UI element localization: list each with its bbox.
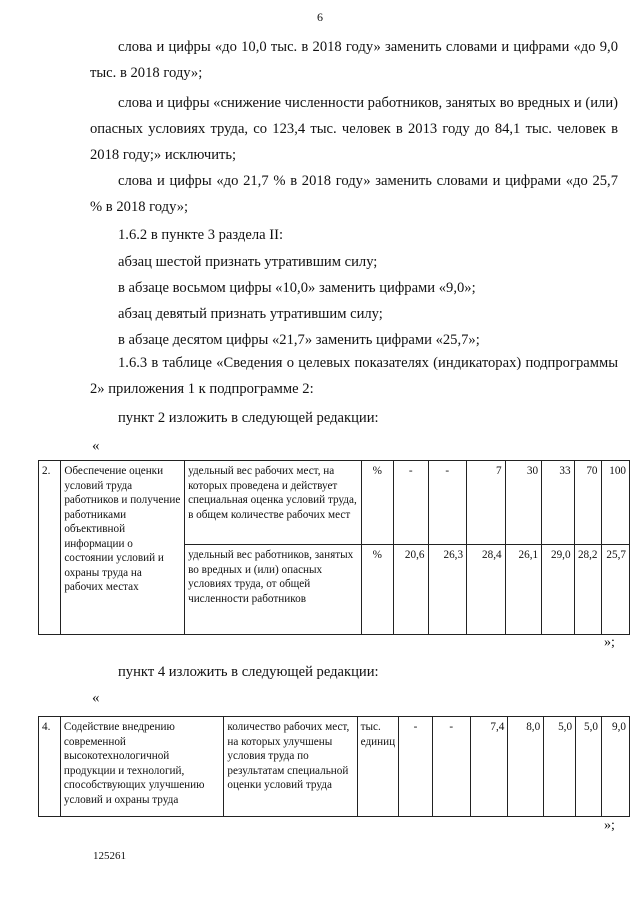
value-cell: 70 bbox=[574, 461, 601, 545]
indicator-text: количество рабочих мест, на которых улучшены условия труда по результатам специальной оценки условий труда bbox=[224, 717, 357, 817]
line-abzac-6: абзац шестой признать утратившим силу; bbox=[118, 254, 378, 270]
indicator-text: удельный вес работников, занятых во вредных и (или) опасных условиях труда, от общей численности работников bbox=[185, 545, 362, 635]
value-cell: - bbox=[399, 717, 433, 817]
value-cell: 33 bbox=[542, 461, 574, 545]
paragraph-2: слова и цифры «снижение численности работников, занятых во вредных и (или) опасных условиях труда, со 123,4 тыс. человек в 2013 году до 84,1 тыс. человек в 2018 году;» исключить; bbox=[90, 95, 618, 163]
table-row bbox=[39, 461, 630, 545]
line-1-6-2: 1.6.2 в пункте 3 раздела II: bbox=[118, 227, 283, 243]
value-cell: - bbox=[394, 461, 428, 545]
value-cell: 5,0 bbox=[576, 717, 602, 817]
value-cell: 7 bbox=[467, 461, 506, 545]
value-cell: 20,6 bbox=[394, 545, 428, 635]
goal-name: Обеспечение оценки условий труда работников и получение работниками объективной информации о состоянии условий и охраны труда на рабочих местах bbox=[61, 461, 185, 635]
paragraph-1: слова и цифры «до 10,0 тыс. в 2018 году» заменить словами и цифрами «до 9,0 тыс. в 2018 году»; bbox=[90, 39, 618, 81]
table-row bbox=[39, 717, 630, 817]
point-2-heading: пункт 2 изложить в следующей редакции: bbox=[118, 410, 379, 426]
value-cell: - bbox=[432, 717, 470, 817]
paragraph-3: слова и цифры «до 21,7 % в 2018 году» заменить словами и цифрами «до 25,7 % в 2018 году»; bbox=[90, 173, 618, 215]
row-number: 2. bbox=[39, 461, 61, 635]
value-cell: 8,0 bbox=[508, 717, 544, 817]
value-cell: 28,2 bbox=[574, 545, 601, 635]
value-cell: 26,1 bbox=[505, 545, 542, 635]
unit-cell: тыс. единиц bbox=[357, 717, 398, 817]
goal-name: Содействие внедрению современной высокотехнологичной продукции и технологий, способствующих улучшению условий и охраны труда bbox=[60, 717, 223, 817]
value-cell: 29,0 bbox=[542, 545, 574, 635]
value-cell: 26,3 bbox=[428, 545, 467, 635]
line-abzac-9: абзац девятый признать утратившим силу; bbox=[118, 306, 383, 322]
row-number: 4. bbox=[39, 717, 61, 817]
indicator-table-point-2 bbox=[38, 460, 630, 635]
close-quote-1: »; bbox=[604, 635, 615, 650]
close-quote-2: »; bbox=[604, 818, 615, 833]
value-cell: 9,0 bbox=[602, 717, 630, 817]
value-cell: 5,0 bbox=[544, 717, 576, 817]
value-cell: 7,4 bbox=[470, 717, 508, 817]
page-number: 6 bbox=[317, 10, 323, 24]
value-cell: 28,4 bbox=[467, 545, 506, 635]
line-abzac-8: в абзаце восьмом цифры «10,0» заменить цифрами «9,0»; bbox=[118, 280, 476, 296]
value-cell: 100 bbox=[601, 461, 629, 545]
unit-cell: % bbox=[361, 461, 393, 545]
open-quote-2: « bbox=[92, 690, 100, 706]
value-cell: 30 bbox=[505, 461, 542, 545]
line-abzac-10: в абзаце десятом цифры «21,7» заменить цифрами «25,7»; bbox=[118, 332, 480, 348]
indicator-text: удельный вес рабочих мест, на которых проведена и действует специальная оценка условий труда, в общем количестве рабочих мест bbox=[185, 461, 362, 545]
document-code: 125261 bbox=[93, 850, 126, 862]
unit-cell: % bbox=[361, 545, 393, 635]
value-cell: - bbox=[428, 461, 467, 545]
value-cell: 25,7 bbox=[601, 545, 629, 635]
open-quote-1: « bbox=[92, 438, 100, 454]
indicator-table-point-4 bbox=[38, 716, 630, 817]
point-4-heading: пункт 4 изложить в следующей редакции: bbox=[118, 664, 379, 680]
paragraph-1-6-3: 1.6.3 в таблице «Сведения о целевых показателях (индикаторах) подпрограммы 2» приложения 1 к подпрограмме 2: bbox=[90, 355, 618, 397]
